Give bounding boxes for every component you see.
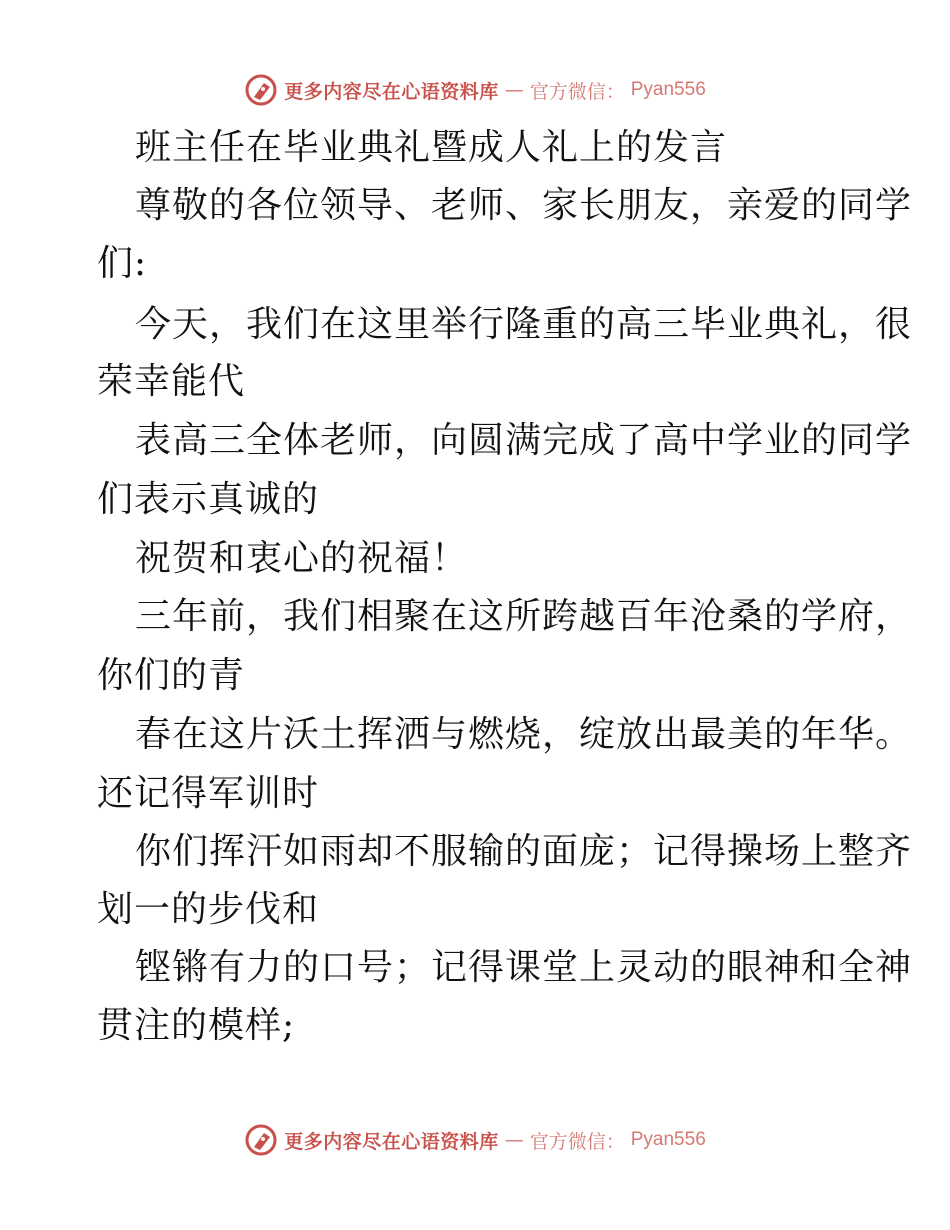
banner-wechat-id: Pyan556 (630, 79, 706, 100)
text-line: 表高三全体老师，向圆满完成了高中学业的同学 (135, 420, 913, 461)
text-line: 贯注的模样; (97, 1005, 296, 1046)
banner-main-text: 更多内容尽在心语资料库 (284, 1130, 499, 1153)
text-line: 你们挥汗如雨却不服输的面庞；记得操场上整齐 (135, 831, 913, 872)
pen-nib-logo-icon (244, 73, 278, 107)
text-line: 祝贺和衷心的祝福！ (135, 538, 469, 579)
text-line: 春在这片沃土挥洒与燃烧，绽放出最美的年华。 (135, 714, 913, 755)
text-line: 划一的步伐和 (97, 889, 320, 930)
header-banner (0, 70, 950, 110)
text-line: 们: (97, 243, 148, 284)
text-line: 三年前，我们相聚在这所跨越百年沧桑的学府， (135, 596, 913, 637)
text-line: 尊敬的各位领导、老师、家长朋友，亲爱的同学 (135, 185, 913, 226)
banner-sub-text: 官方微信： (529, 1130, 625, 1153)
banner-dash: — (504, 1129, 524, 1151)
pen-nib-logo-icon (244, 1123, 278, 1157)
banner-sub-text: 官方微信： (529, 80, 625, 103)
text-line: 今天，我们在这里举行隆重的高三毕业典礼，很 (135, 304, 913, 345)
document-title: 班主任在毕业典礼暨成人礼上的发言 (135, 127, 728, 168)
text-line: 铿锵有力的口号；记得课堂上灵动的眼神和全神 (135, 947, 913, 988)
footer-banner (0, 1120, 950, 1160)
text-line: 你们的青 (97, 655, 246, 696)
banner-dash: — (504, 79, 524, 101)
banner-main-text: 更多内容尽在心语资料库 (284, 80, 499, 103)
banner-wechat-id: Pyan556 (630, 1129, 706, 1150)
text-line: 荣幸能代 (97, 361, 246, 402)
text-line: 们表示真诚的 (97, 479, 320, 520)
text-line: 还记得军训时 (97, 773, 320, 814)
